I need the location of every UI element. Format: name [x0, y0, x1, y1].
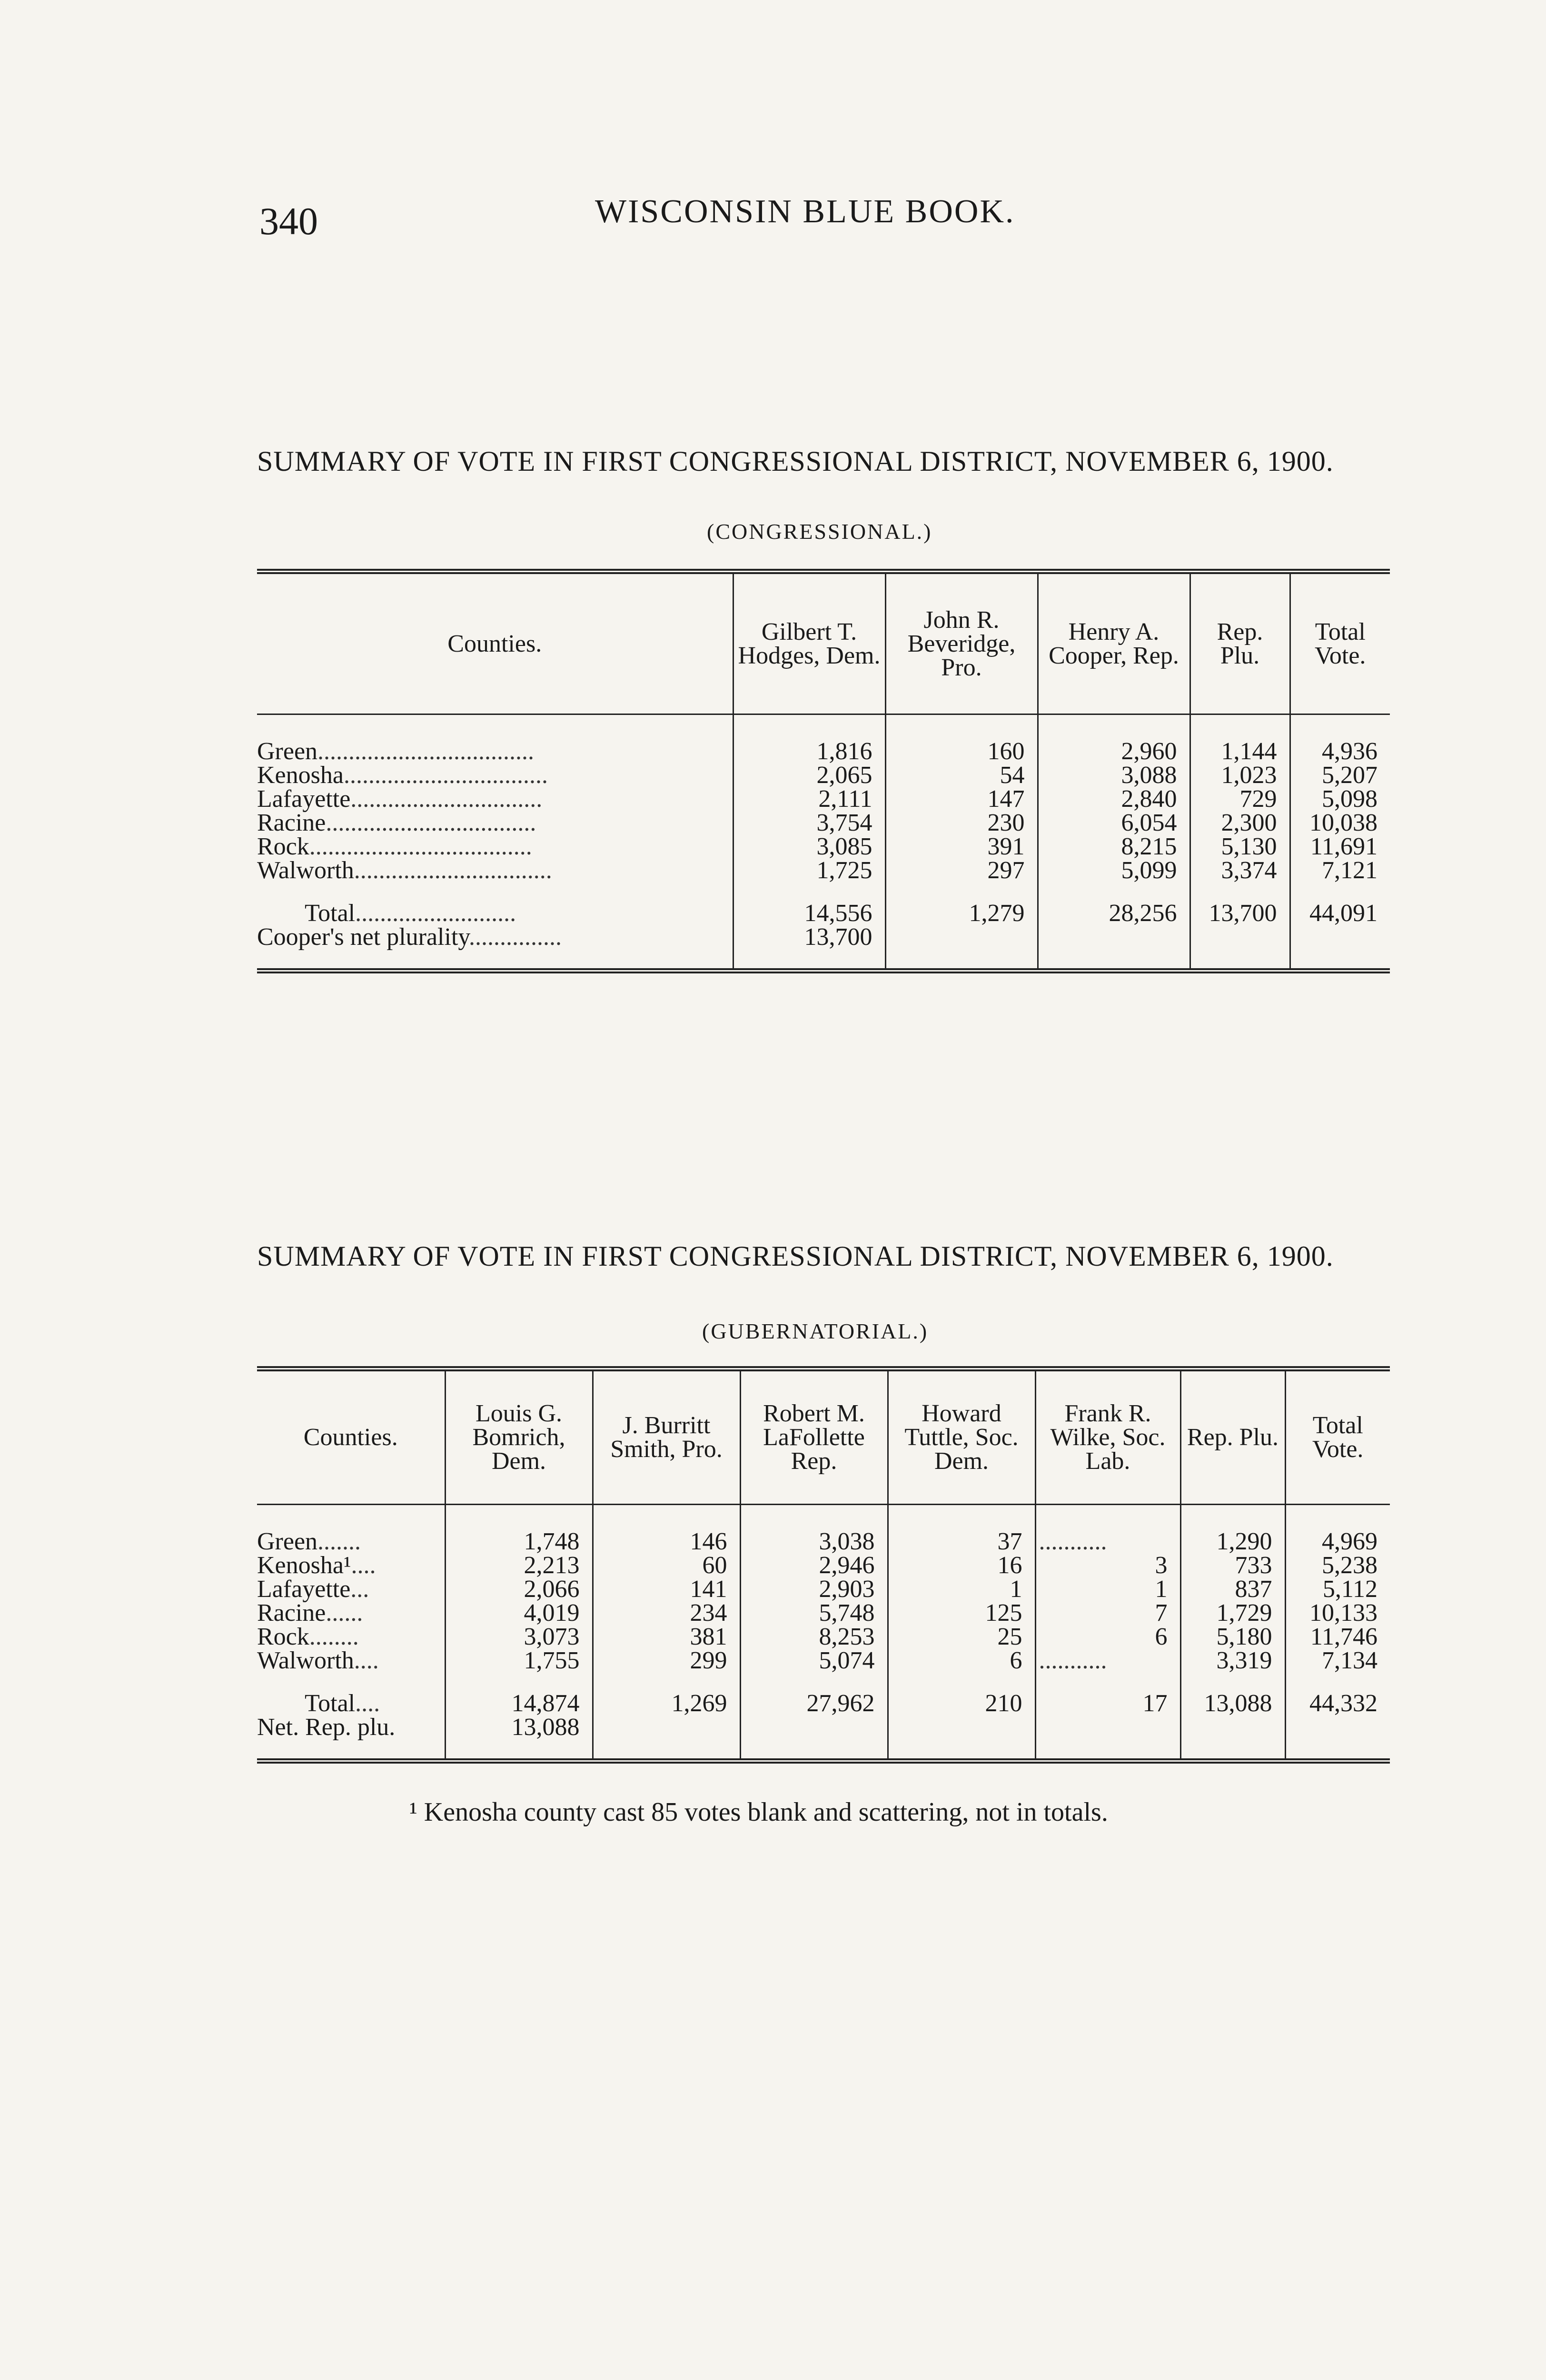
cell: 17 — [1035, 1692, 1180, 1716]
county-name: Kenosha¹.... — [257, 1552, 376, 1579]
cell: 10,133 — [1285, 1601, 1390, 1625]
table-row — [257, 1601, 1390, 1625]
cell: 13,700 — [733, 925, 885, 949]
cell: 210 — [888, 1692, 1035, 1716]
cell: 381 — [593, 1625, 740, 1649]
cell: 2,946 — [740, 1554, 888, 1577]
cell: 11,691 — [1290, 835, 1390, 859]
col-header-rep-plu: Rep. Plu. — [1190, 572, 1290, 714]
county-name: Green....... — [257, 1528, 361, 1555]
cell: 27,962 — [740, 1692, 888, 1716]
running-title: WISCONSIN BLUE BOOK. — [595, 193, 1015, 230]
cell: 7,134 — [1285, 1649, 1390, 1673]
cell: 125 — [888, 1601, 1035, 1625]
cell: 2,840 — [1038, 787, 1190, 811]
col-header-hodges: Gilbert T. Hodges, Dem. — [733, 572, 885, 714]
congressional-table — [257, 569, 1390, 973]
cell: 8,215 — [1038, 835, 1190, 859]
cell: 729 — [1190, 787, 1290, 811]
footnote: ¹ Kenosha county cast 85 votes blank and scattering, not in totals. — [409, 1797, 1108, 1827]
county-name: Racine.................................. — [257, 809, 536, 836]
cell: 5,098 — [1290, 787, 1390, 811]
table-row-total — [257, 902, 1390, 925]
col-header-total-vote: Total Vote. — [1290, 572, 1390, 714]
col-header-beveridge: John R. Beveridge, Pro. — [885, 572, 1038, 714]
cell: 14,874 — [445, 1692, 593, 1716]
cell: 5,748 — [740, 1601, 888, 1625]
cell: 1,023 — [1190, 764, 1290, 787]
cell: 37 — [888, 1530, 1035, 1554]
cell: 3,088 — [1038, 764, 1190, 787]
cell: 6 — [888, 1649, 1035, 1673]
cell: 1,279 — [885, 902, 1038, 925]
cell: 733 — [1180, 1554, 1285, 1577]
col-header-rep-plu: Rep. Plu. — [1180, 1369, 1285, 1505]
table-row — [257, 787, 1390, 811]
cell: 5,099 — [1038, 859, 1190, 883]
cell: 1 — [888, 1577, 1035, 1601]
cell: 13,088 — [1180, 1692, 1285, 1716]
cell: 1,290 — [1180, 1530, 1285, 1554]
row-label: Total.... — [305, 1690, 380, 1717]
cell: 147 — [885, 787, 1038, 811]
cell: 1,755 — [445, 1649, 593, 1673]
col-header-wilke: Frank R. Wilke, Soc. Lab. — [1035, 1369, 1180, 1505]
gubernatorial-title: SUMMARY OF VOTE IN FIRST CONGRESSIONAL DISTRICT, NOVEMBER 6, 1900. — [257, 1240, 1334, 1272]
county-name: Walworth................................ — [257, 857, 552, 884]
table-row — [257, 835, 1390, 859]
cell: 7,121 — [1290, 859, 1390, 883]
cell: 3,038 — [740, 1530, 888, 1554]
col-header-bomrich: Louis G. Bomrich, Dem. — [445, 1369, 593, 1505]
cell: 28,256 — [1038, 902, 1190, 925]
cell: 297 — [885, 859, 1038, 883]
table-row — [257, 1649, 1390, 1673]
table-row — [257, 811, 1390, 835]
cell: ........... — [1035, 1530, 1180, 1554]
table-row — [257, 1530, 1390, 1554]
cell: 160 — [885, 740, 1038, 764]
cell: 2,903 — [740, 1577, 888, 1601]
cell: 7 — [1035, 1601, 1180, 1625]
cell: 837 — [1180, 1577, 1285, 1601]
cell: 5,238 — [1285, 1554, 1390, 1577]
table-row-total — [257, 1692, 1390, 1716]
county-name: Rock........ — [257, 1623, 359, 1650]
cell: 60 — [593, 1554, 740, 1577]
col-header-total-vote: Total Vote. — [1285, 1369, 1390, 1505]
cell: 3 — [1035, 1554, 1180, 1577]
row-label: Net. Rep. plu. — [257, 1714, 396, 1741]
col-header-counties: Counties. — [257, 1369, 445, 1505]
cell: 391 — [885, 835, 1038, 859]
gubernatorial-subtitle: (GUBERNATORIAL.) — [702, 1319, 929, 1343]
cell: 5,207 — [1290, 764, 1390, 787]
gubernatorial-table — [257, 1366, 1390, 1764]
cell: 1 — [1035, 1577, 1180, 1601]
table-row — [257, 1625, 1390, 1649]
col-header-lafollette: Robert M. LaFollette Rep. — [740, 1369, 888, 1505]
cell: 299 — [593, 1649, 740, 1673]
cell: 3,754 — [733, 811, 885, 835]
cell: 2,300 — [1190, 811, 1290, 835]
county-name: Lafayette... — [257, 1576, 369, 1603]
cell: 25 — [888, 1625, 1035, 1649]
cell: 2,065 — [733, 764, 885, 787]
cell: 3,085 — [733, 835, 885, 859]
county-name: Racine...... — [257, 1599, 363, 1626]
cell: 16 — [888, 1554, 1035, 1577]
cell: 3,374 — [1190, 859, 1290, 883]
cell: 54 — [885, 764, 1038, 787]
col-header-cooper: Henry A. Cooper, Rep. — [1038, 572, 1190, 714]
cell: 1,748 — [445, 1530, 593, 1554]
cell: 1,725 — [733, 859, 885, 883]
congressional-subtitle: (CONGRESSIONAL.) — [707, 519, 932, 544]
cell: 8,253 — [740, 1625, 888, 1649]
cell: 44,091 — [1290, 902, 1390, 925]
cell: 4,969 — [1285, 1530, 1390, 1554]
cell: 14,556 — [733, 902, 885, 925]
cell: 141 — [593, 1577, 740, 1601]
table-row-plurality — [257, 1716, 1390, 1739]
table-row-plurality — [257, 925, 1390, 949]
county-name: Walworth.... — [257, 1647, 379, 1674]
col-header-smith: J. Burritt Smith, Pro. — [593, 1369, 740, 1505]
county-name: Kenosha................................. — [257, 762, 548, 789]
cell: 44,332 — [1285, 1692, 1390, 1716]
cell: 5,074 — [740, 1649, 888, 1673]
county-name: Rock.................................... — [257, 833, 532, 860]
cell: 1,816 — [733, 740, 885, 764]
table-row — [257, 740, 1390, 764]
row-label: Total.......................... — [305, 900, 516, 927]
cell: 2,066 — [445, 1577, 593, 1601]
cell: 5,112 — [1285, 1577, 1390, 1601]
cell: 1,729 — [1180, 1601, 1285, 1625]
cell: ........... — [1035, 1649, 1180, 1673]
county-name: Green................................... — [257, 738, 535, 765]
cell: 3,319 — [1180, 1649, 1285, 1673]
congressional-title: SUMMARY OF VOTE IN FIRST CONGRESSIONAL DISTRICT, NOVEMBER 6, 1900. — [257, 446, 1334, 477]
table-row — [257, 859, 1390, 883]
cell: 2,111 — [733, 787, 885, 811]
cell: 4,019 — [445, 1601, 593, 1625]
cell: 13,088 — [445, 1716, 593, 1739]
cell: 234 — [593, 1601, 740, 1625]
cell: 2,960 — [1038, 740, 1190, 764]
cell: 11,746 — [1285, 1625, 1390, 1649]
page-number: 340 — [259, 199, 318, 243]
cell: 13,700 — [1190, 902, 1290, 925]
table-row — [257, 1554, 1390, 1577]
cell: 1,269 — [593, 1692, 740, 1716]
cell: 3,073 — [445, 1625, 593, 1649]
table-row — [257, 1577, 1390, 1601]
row-label: Cooper's net plurality............... — [257, 923, 562, 951]
cell: 10,038 — [1290, 811, 1390, 835]
col-header-tuttle: Howard Tuttle, Soc. Dem. — [888, 1369, 1035, 1505]
cell: 5,130 — [1190, 835, 1290, 859]
col-header-counties: Counties. — [257, 572, 733, 714]
table-row — [257, 764, 1390, 787]
cell: 4,936 — [1290, 740, 1390, 764]
cell: 6 — [1035, 1625, 1180, 1649]
cell: 146 — [593, 1530, 740, 1554]
cell: 6,054 — [1038, 811, 1190, 835]
county-name: Lafayette............................... — [257, 785, 543, 813]
cell: 230 — [885, 811, 1038, 835]
cell: 1,144 — [1190, 740, 1290, 764]
cell: 5,180 — [1180, 1625, 1285, 1649]
cell: 2,213 — [445, 1554, 593, 1577]
